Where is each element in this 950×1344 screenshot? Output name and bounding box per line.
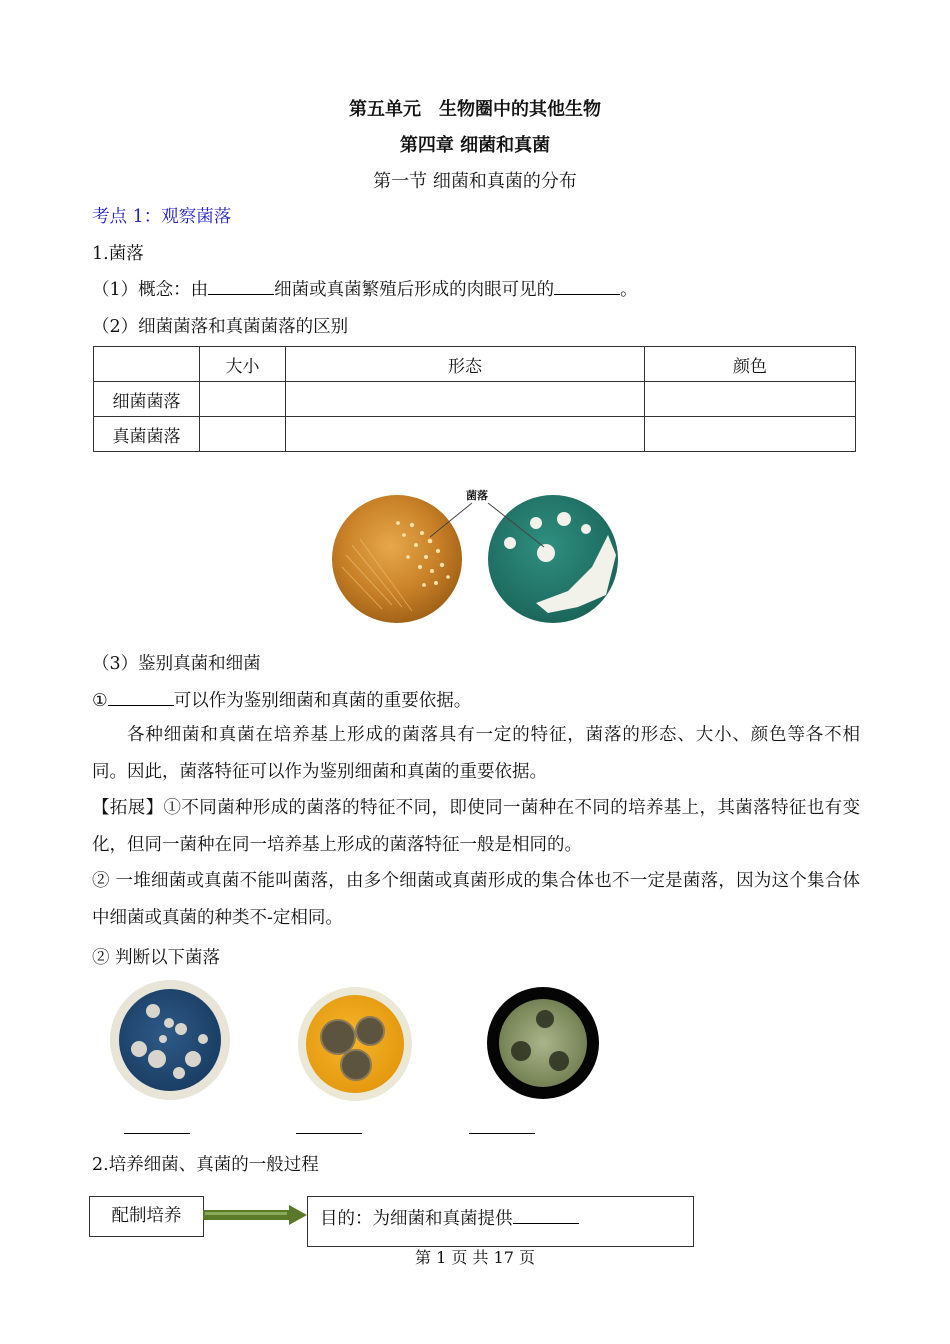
flow-step-1: 配制培养 [89,1196,204,1237]
chapter-title: 第四章 细菌和真菌 [399,135,551,156]
flow-purpose-box [307,1196,694,1247]
table-header-cell: 大小 [200,347,286,382]
colony-dish-1 [110,980,230,1100]
identify-heading: （3）鉴别真菌和细菌 [92,654,261,674]
dish-1-medium [119,989,221,1091]
colony-dish-3 [487,987,599,1099]
flow-arrow-icon [203,1204,307,1226]
concept-line [92,276,638,301]
table-header-row [94,347,856,382]
dish-3-colonies [499,999,587,1087]
dish-2-medium [306,995,404,1093]
dish-2-colonies [306,995,404,1093]
table-cell [645,382,856,417]
extension-paragraph: 【拓展】①不同菌种形成的菌落的特征不同，即使同一菌种在不同的培养基上，其菌落特征也有变化，但同一菌种在同一培养基上形成的菌落特征一般是相同的。 [92,798,860,855]
concept-suffix: 。 [620,280,638,300]
difference-heading: （2）细菌菌落和真菌菌落的区别 [92,317,349,337]
colony-comparison-table [93,346,856,452]
colony-figure [330,485,625,625]
table-row [94,382,856,417]
unit-title: 第五单元 生物圈中的其他生物 [349,99,601,120]
row-label: 细菌菌落 [94,382,200,417]
table-cell [286,417,645,452]
concept-blank-2 [554,278,620,295]
concept-prefix: （1）概念：由 [92,280,209,300]
identify-prefix: ① [92,691,108,711]
kaodian-heading: 考点 1：观察菌落 [92,207,232,227]
section-title: 第一节 细菌和真菌的分布 [373,171,577,192]
flow-purpose-blank [513,1207,579,1224]
colony-dish-2 [298,987,412,1101]
flow-purpose-prefix: 目的：为细菌和真菌提供 [320,1209,513,1229]
extension-paragraph-2: ② 一堆细菌或真菌不能叫菌落，由多个细菌或真菌形成的集合体也不一定是菌落，因为这个集合体中细菌或真菌的种类不-定相同。 [92,871,860,928]
table-cell [200,382,286,417]
judge-heading: ② 判断以下菌落 [92,948,221,968]
table-header-cell [94,347,200,382]
row-label: 真菌菌落 [94,417,200,452]
dish-3-medium [499,999,587,1087]
concept-middle: 细菌或真菌繁殖后形成的肉眼可见的 [274,280,555,300]
concept-blank-1 [208,278,274,295]
table-header-cell: 形态 [286,347,645,382]
identify-blank [108,689,174,706]
dish-1-colonies [119,989,221,1091]
identify-line [92,687,471,712]
dish-1-answer-blank [124,1133,190,1134]
dish-2-answer-blank [296,1133,362,1134]
table-header-cell: 颜色 [645,347,856,382]
figure-leader-lines [330,485,625,625]
table-cell [286,382,645,417]
table-cell [645,417,856,452]
dish-3-answer-blank [469,1133,535,1134]
identify-suffix: 可以作为鉴别细菌和真菌的重要依据。 [173,691,472,711]
paragraph-colony-features: 各种细菌和真菌在培养基上形成的菌落具有一定的特征，菌落的形态、大小、颜色等各不相同。因此，菌落特征可以作为鉴别细菌和真菌的重要依据。 [92,725,860,782]
table-row [94,417,856,452]
page-footer: 第 1 页 共 17 页 [415,1248,535,1267]
figure-label: 菌落 [466,489,488,502]
item1-heading: 1.菌落 [92,244,144,264]
flow-purpose-line [320,1205,579,1230]
table-cell [200,417,286,452]
item2-heading: 2.培养细菌、真菌的一般过程 [92,1155,319,1175]
